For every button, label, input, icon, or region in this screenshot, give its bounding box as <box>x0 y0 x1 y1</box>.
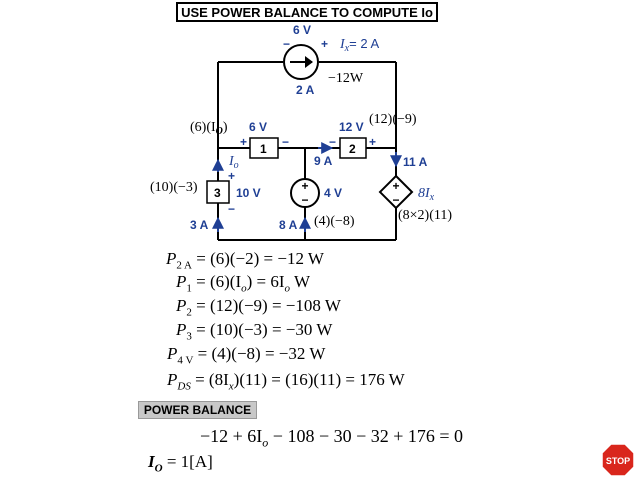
label-6io: $(6)(I_O)$ <box>190 120 228 137</box>
svg-text:−: − <box>392 193 400 207</box>
plus-3: + <box>228 169 236 183</box>
minus-2: − <box>329 135 337 149</box>
current-9a: 9 A <box>314 154 333 168</box>
element-2-label: 2 <box>349 142 356 156</box>
label-12v: 12 V <box>339 120 364 134</box>
balance-equation: $-12 + 6I_o - 108 - 30 - 32 + 176 = 0$ <box>200 426 464 450</box>
result-io: $I_O = 1[A]$ <box>148 452 213 475</box>
plus-1: + <box>240 135 248 149</box>
power-balance-label: POWER BALANCE <box>138 401 257 419</box>
current-3a: 3 A <box>190 218 209 232</box>
eq-pds: $P_{DS} = (8I_x)(11) = (16)(11) = 176$ W <box>167 370 405 393</box>
eq-p3: $P_3 = (10)(-3) = -30$ W <box>176 320 333 343</box>
dep-label: $8I_x$ <box>418 186 435 203</box>
stop-label: STOP <box>605 456 631 466</box>
label-4-8: (4)(−8) <box>314 214 355 229</box>
label-10-3: (10)(−3) <box>150 180 198 195</box>
page-title: USE POWER BALANCE TO COMPUTE Io <box>176 2 438 22</box>
plus-2: + <box>369 135 377 149</box>
eq-p1: $P_1 = (6)(I_o) = 6I_o$ W <box>176 272 311 295</box>
label-4v: 4 V <box>324 186 343 200</box>
dependent-source-icon <box>380 176 412 208</box>
current-8a: 8 A <box>279 218 298 232</box>
eq-p2a: $P_{2 A} = (6)(-2) = -12$ W <box>166 249 324 272</box>
element-1-label: 1 <box>260 142 267 156</box>
label-10v: 10 V <box>236 186 261 200</box>
top-power: −12W <box>328 71 364 86</box>
io-label: $I_o$ <box>229 154 239 171</box>
minus-1: − <box>282 135 290 149</box>
current-11a: 11 A <box>403 155 428 169</box>
top-current: 2 A <box>296 83 315 97</box>
label-8x2-11: (8×2)(11) <box>398 208 453 223</box>
label-12-9: (12)(−9) <box>369 112 417 127</box>
top-minus: − <box>283 37 291 51</box>
label-6v: 6 V <box>249 120 268 134</box>
element-3-label: 3 <box>214 186 221 200</box>
stop-sign-icon[interactable] <box>601 443 635 477</box>
ix-label: $I_x= 2$ A <box>340 36 380 54</box>
top-plus: + <box>321 37 329 51</box>
svg-text:−: − <box>301 193 309 207</box>
voltage-source-icon <box>291 179 319 207</box>
eq-p4v: $P_{4 V} = (4)(-8) = -32$ W <box>167 344 326 367</box>
top-source-voltage: 6 V <box>293 23 312 37</box>
svg-text:+: + <box>392 179 400 193</box>
minus-3: − <box>228 202 236 216</box>
svg-text:+: + <box>301 179 309 193</box>
eq-p2: $P_2 = (12)(-9) = -108$ W <box>176 296 341 319</box>
